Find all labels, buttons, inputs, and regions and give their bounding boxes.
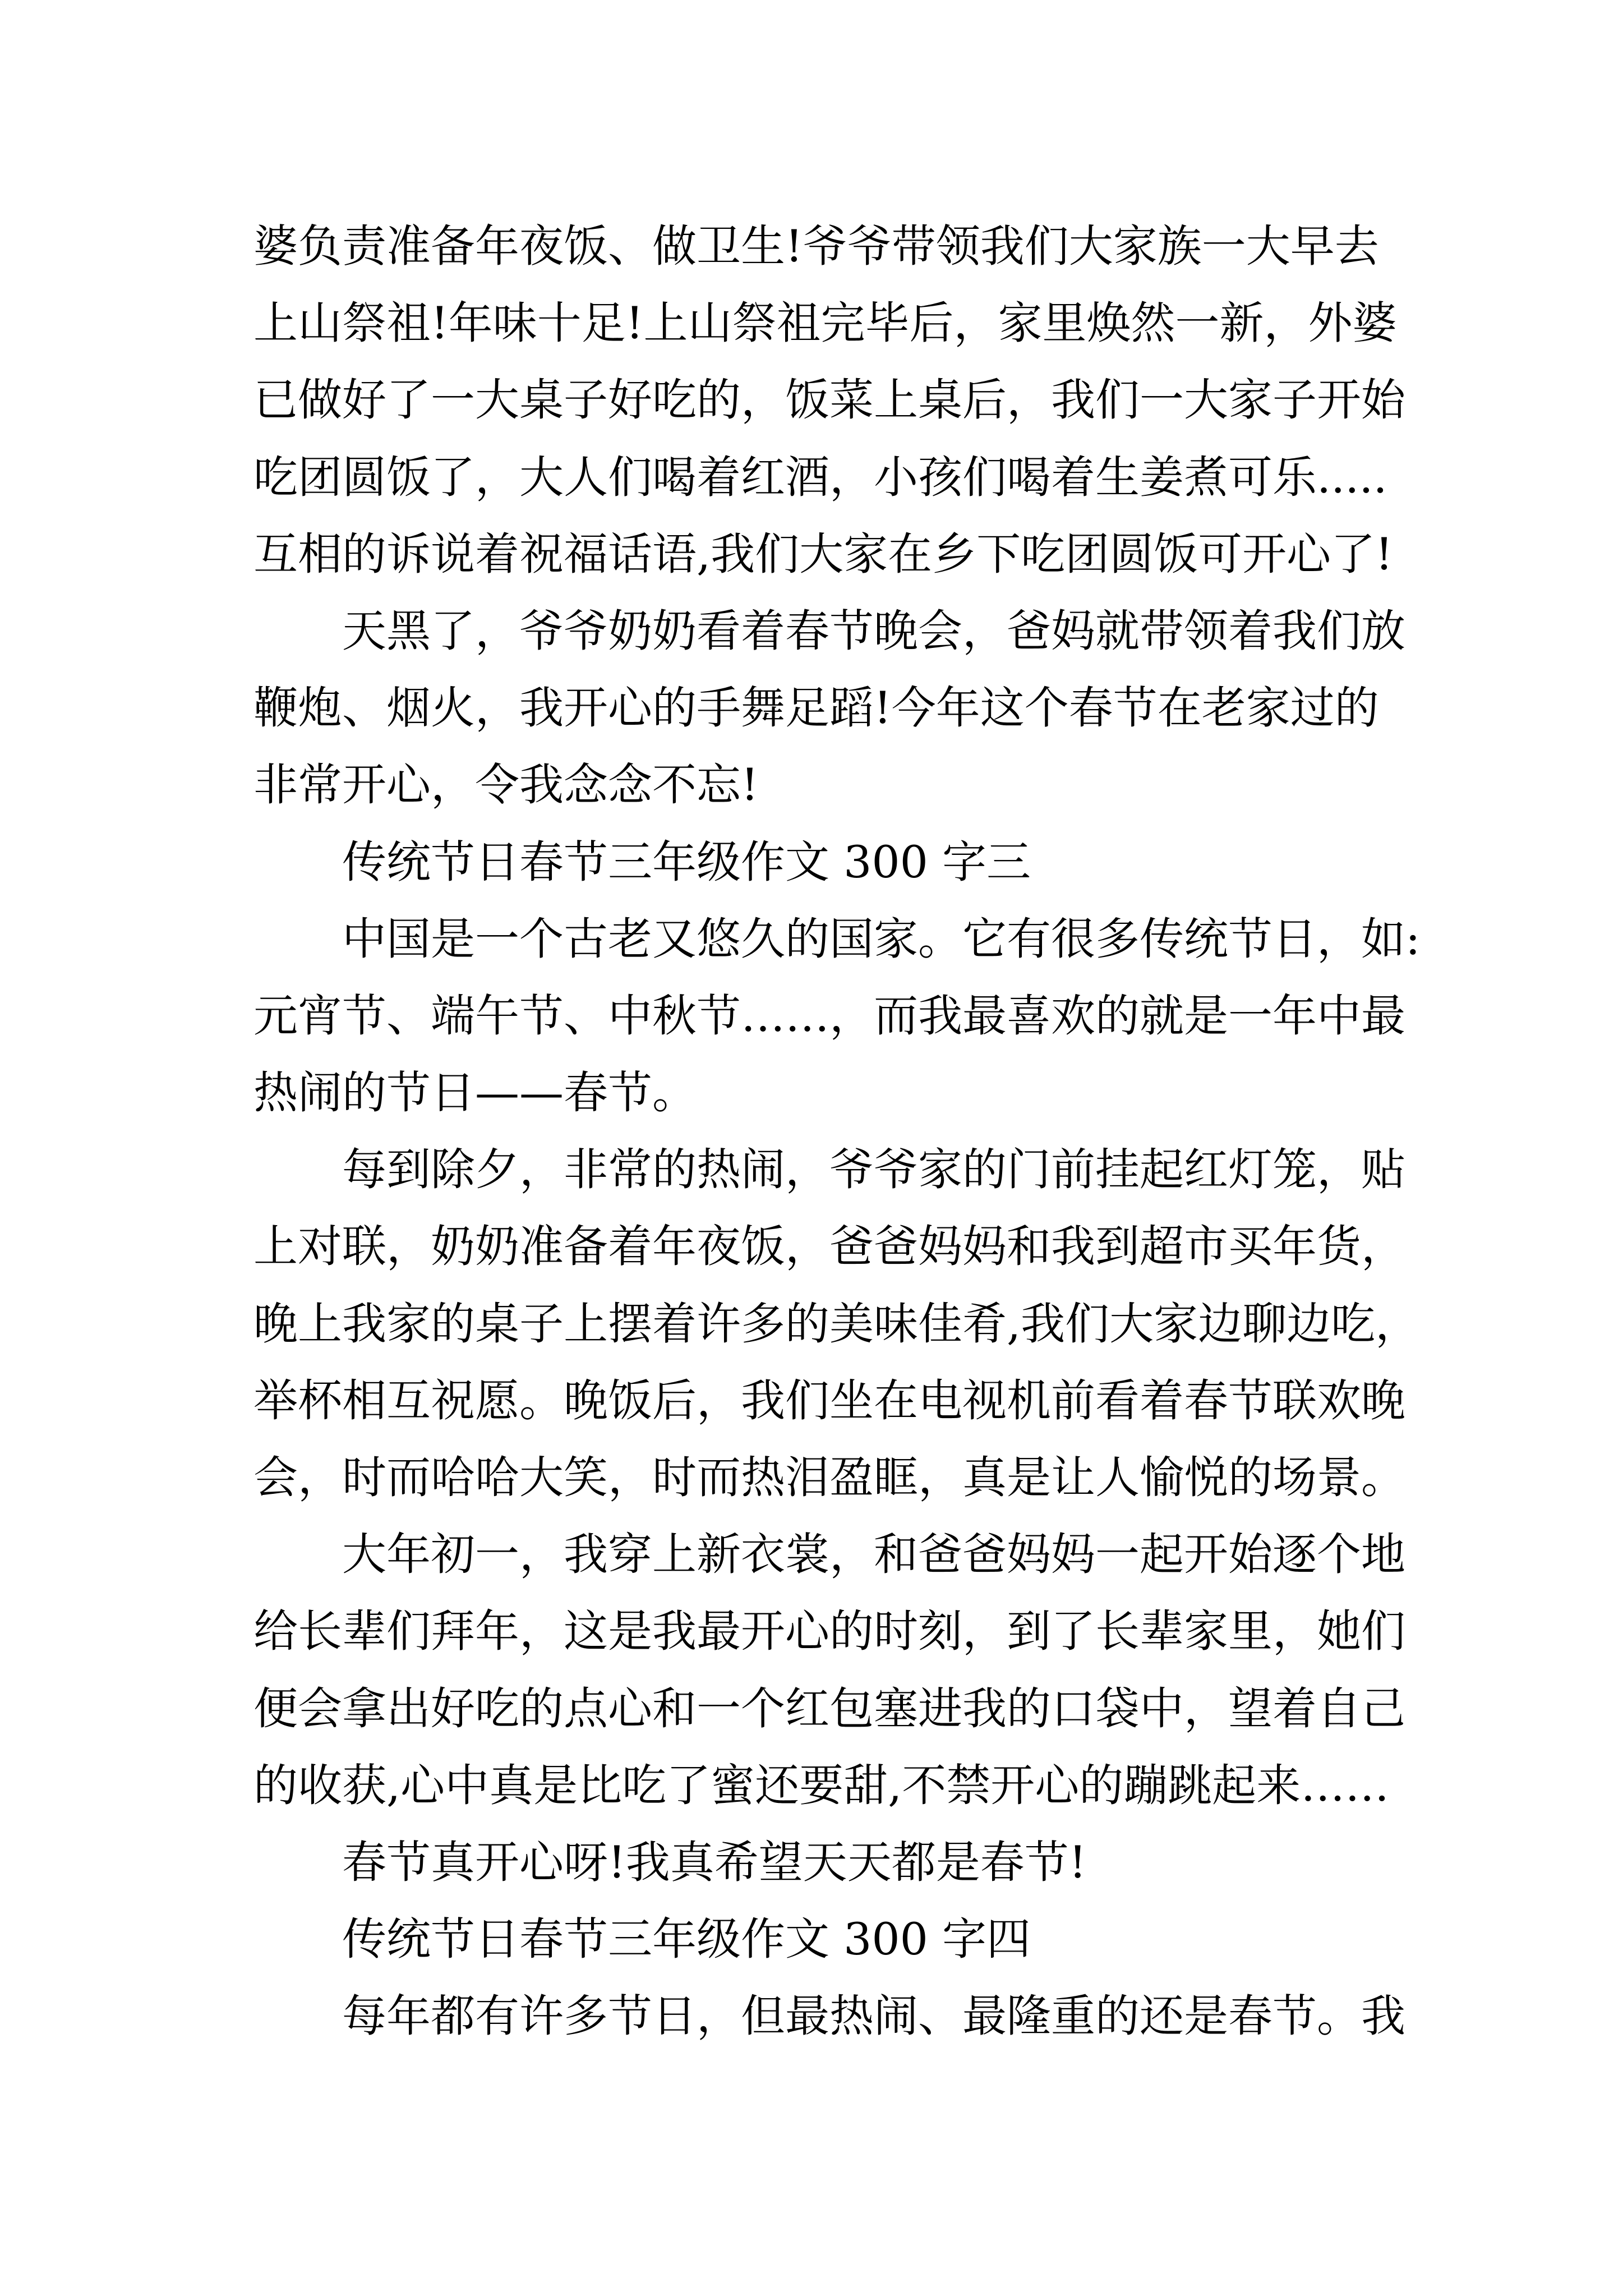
paragraph (253, 593, 1431, 824)
paragraph (253, 901, 1431, 1132)
paragraph-line: 热闹的节日——春节。 (253, 1067, 697, 1119)
paragraph-line: 元宵节、端午节、中秋节……，而我最喜欢的就是一年中最 (253, 990, 1405, 1042)
paragraph-line: 举杯相互祝愿。晚饭后，我们坐在电视机前看着春节联欢晚 (253, 1374, 1405, 1427)
paragraph (253, 1131, 1431, 1516)
paragraph-line: 上对联，奶奶准备着年夜饭，爸爸妈妈和我到超市买年货， (253, 1221, 1405, 1273)
paragraph-line: 婆负责准备年夜饭、做卫生!爷爷带领我们大家族一大早去 (253, 220, 1379, 272)
paragraph-line: 大年初一，我穿上新衣裳，和爸爸妈妈一起开始逐个地 (342, 1529, 1405, 1581)
section-heading-text: 传统节日春节三年级作文 300 字四 (342, 1913, 1031, 1966)
paragraph-line: 非常开心，令我念念不忘! (253, 759, 759, 811)
paragraph-line: 晚上我家的桌子上摆着许多的美味佳肴,我们大家边聊边吃， (253, 1297, 1420, 1350)
paragraph (253, 1516, 1431, 1824)
paragraph-line: 互相的诉说着祝福话语,我们大家在乡下吃团圆饭可开心了! (253, 528, 1393, 580)
paragraph-line: 会，时而哈哈大笑，时而热泪盈眶，真是让人愉悦的场景。 (253, 1452, 1405, 1503)
paragraph (253, 208, 1431, 593)
paragraph-line: 春节真开心呀!我真希望天天都是春节! (342, 1836, 1087, 1888)
paragraph-line: 已做好了一大桌子好吃的，饭菜上桌后，我们一大家子开始 (253, 374, 1405, 426)
section-heading (253, 1901, 1431, 1978)
paragraph-line: 给长辈们拜年，这是我最开心的时刻，到了长辈家里，她们 (253, 1605, 1405, 1658)
paragraph (253, 1978, 1431, 2055)
paragraph-line: 鞭炮、烟火，我开心的手舞足蹈!今年这个春节在老家过的 (253, 682, 1379, 734)
paragraph (253, 1824, 1431, 1901)
section-heading (253, 824, 1431, 901)
paragraph-line: 的收获,心中真是比吃了蜜还要甜,不禁开心的蹦跳起来…… (253, 1759, 1390, 1811)
paragraph-line: 便会拿出好吃的点心和一个红包塞进我的口袋中，望着自己 (253, 1682, 1405, 1734)
document-body (253, 208, 1431, 2055)
section-heading-text: 传统节日春节三年级作文 300 字三 (342, 836, 1031, 888)
paragraph-line: 中国是一个古老又悠久的国家。它有很多传统节日，如: (342, 913, 1421, 965)
paragraph-line: 每年都有许多节日，但最热闹、最隆重的还是春节。我 (342, 1990, 1405, 2042)
paragraph-line: 每到除夕，非常的热闹，爷爷家的门前挂起红灯笼，贴 (342, 1144, 1405, 1196)
paragraph-line: 上山祭祖!年味十足!上山祭祖完毕后，家里焕然一新，外婆 (253, 297, 1397, 349)
paragraph-line: 天黑了，爷爷奶奶看着春节晚会，爸妈就带领着我们放 (342, 605, 1405, 657)
paragraph-line: 吃团圆饭了，大人们喝着红酒，小孩们喝着生姜煮可乐..... (253, 451, 1387, 503)
